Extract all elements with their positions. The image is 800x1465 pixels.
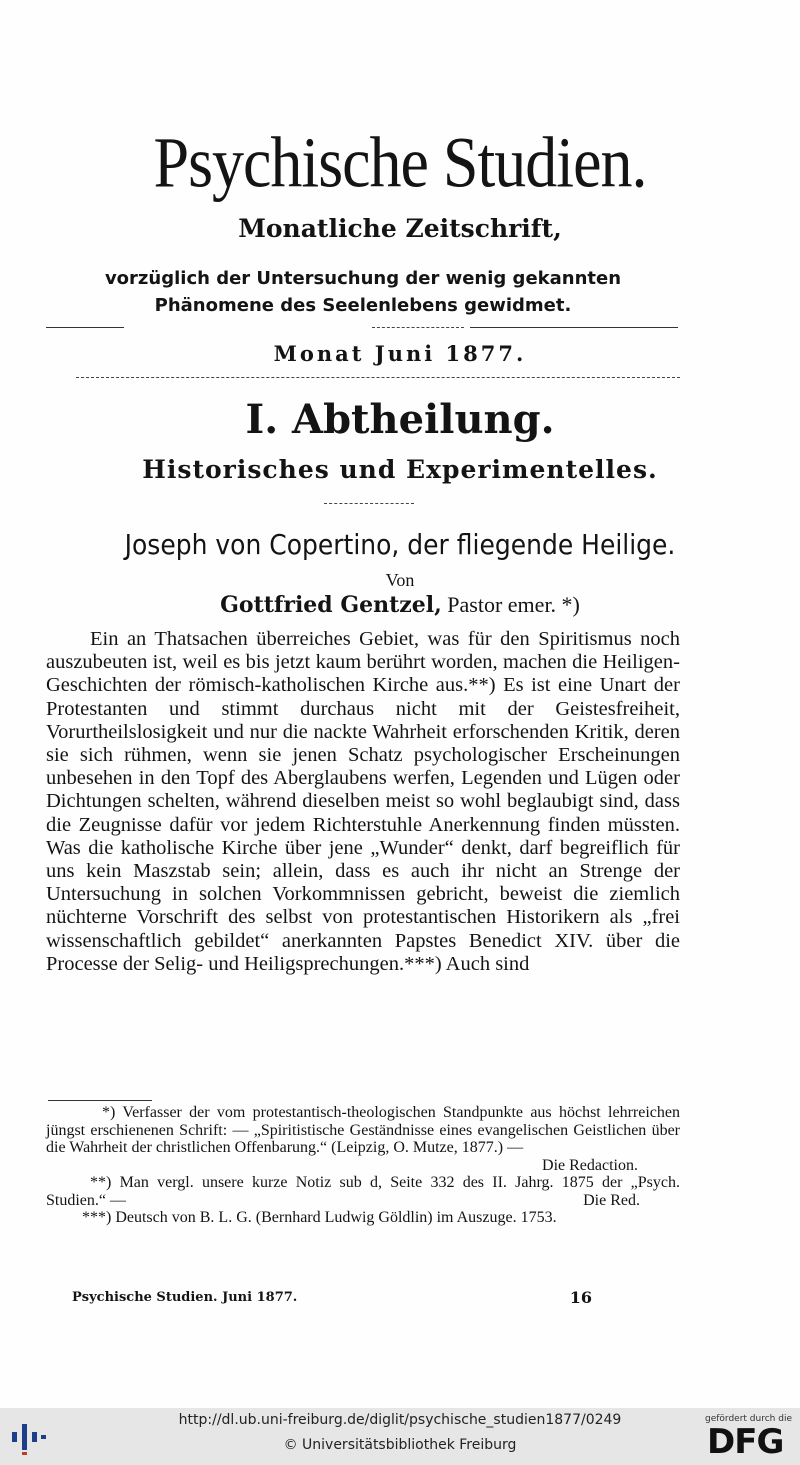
footnote-text: *) Verfasser der vom protestantisch-theologischen Standpunkte aus höchst lehrreichen jüngst erschienenen Schrift: — „Spiritistische Geständnisse eines evangelischen Geistlichen über die Wahrheit der christlichen Offenbarung.“ (Leipzig, O. Mutze, 1877.) — [46, 1104, 680, 1156]
divider [324, 503, 414, 504]
body-paragraph: Ein an Thatsachen überreiches Gebiet, was für den Spiritismus noch auszubeuten ist, weil es bis jetzt kaum berührt worden, machen die Heiligen-Geschichten der römisch-katholischen Kirche aus.**) Es ist eine Unart der Protestanten und stimmt durchaus nicht mit der Geistesfreiheit, Vorurtheilslosigkeit und nur die nackte Wahrheit erforschenden Kritik, deren sie sich rühmen, wenn sie jenen Schatz psychologischer Erscheinungen unbesehen in den Topf des Aberglaubens werfen, Legenden und Lügen oder Dichtungen schelten, während dieselben meist so wohl beglaubigt sind, dass die Zeugnisse dafür vor jedem Richterstuhle Anerkennung finden müssten. Was die katholische Kirche über jene „Wunder“ denkt, darf begreiflich für uns kein Maszstab sein; allein, dass es auch ihr nicht an Strenge der Untersuchung in solchen Vorkommnissen gebricht, beweist die ziemlich nüchterne Vorschrift des selbst von protestantischen Historikern als „frei wissenschaftlich gebildet“ anerkannten Papstes Benedict XIV. über die Processe der Selig- und Heiligsprechungen.***) Auch sind [46, 628, 680, 975]
divider [46, 327, 124, 328]
article-by: Von [385, 570, 415, 590]
funding-note: gefördert durch die [705, 1414, 792, 1424]
divider [76, 377, 680, 378]
footnote-text: **) Man vergl. unsere kurze Notiz sub d, Seite 332 des II. Jahrg. 1875 der „Psych. Studien.“ — [46, 1174, 680, 1209]
footnote-divider [48, 1100, 152, 1101]
footnotes [46, 1104, 680, 1227]
journal-title: Psychische Studien. [153, 122, 647, 203]
issue-line: Monat Juni 1877. [273, 341, 527, 366]
page-footer [72, 1290, 592, 1305]
divider [372, 327, 464, 328]
section-heading: I. Abtheilung. [245, 396, 555, 443]
page-number: 16 [569, 1288, 592, 1307]
footnote [46, 1209, 680, 1227]
author-role: Pastor emer. *) [447, 592, 580, 617]
journal-subtitle: Monatliche Zeitschrift, [238, 214, 562, 243]
article-author-line [0, 592, 800, 618]
divider [470, 327, 678, 328]
document-url-link[interactable]: http://dl.ub.uni-freiburg.de/diglit/psychische_studien1877/0249 [178, 1412, 622, 1428]
article-title: Joseph von Copertino, der fliegende Heilige. [124, 528, 676, 561]
footnote [46, 1104, 680, 1174]
dfg-logo: DFG [707, 1422, 784, 1462]
running-title: Psychische Studien. Juni 1877. [72, 1290, 298, 1305]
journal-dedication: vorzüglich der Untersuchung der wenig gekannten Phänomene des Seelenlebens gewidmet. [104, 268, 622, 316]
copyright-text: © Universitätsbibliothek Freiburg [283, 1437, 517, 1453]
section-subheading: Historisches und Experimentelles. [142, 455, 658, 484]
footnote-text: ***) Deutsch von B. L. G. (Bernhard Ludwig Göldlin) im Auszuge. 1753. [82, 1209, 557, 1226]
author-name: Gottfried Gentzel, [220, 592, 442, 618]
footnote [46, 1174, 680, 1209]
article-body [46, 628, 680, 976]
footnote-signature: Die Redaction. [542, 1156, 638, 1174]
footnote-signature: Die Red. [583, 1191, 640, 1209]
